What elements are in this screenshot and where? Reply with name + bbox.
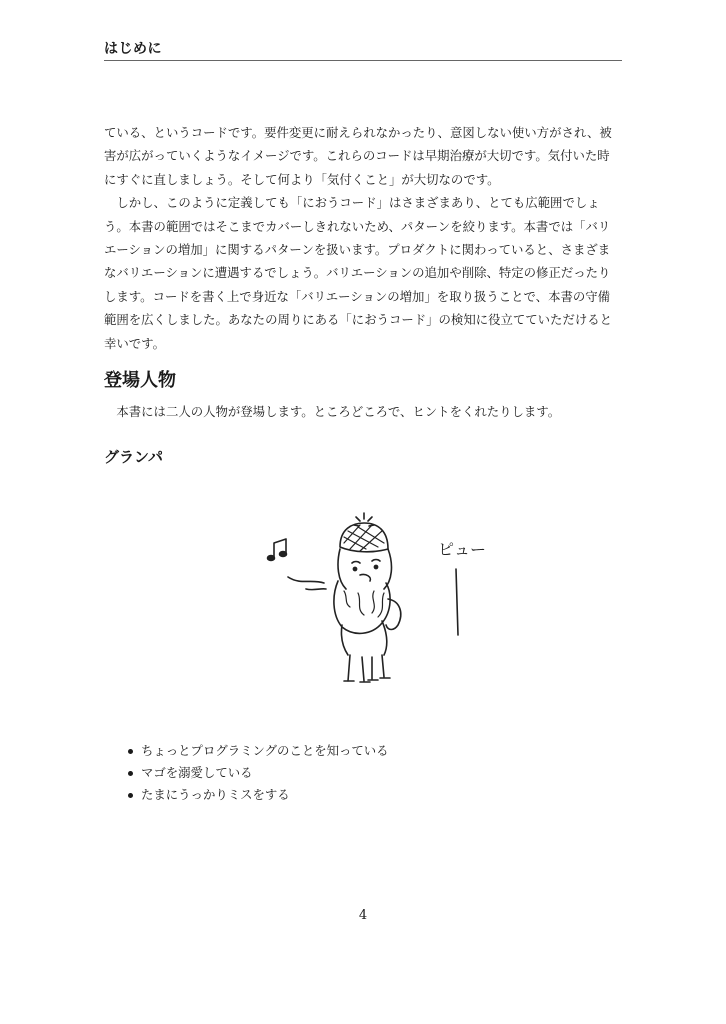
running-header: はじめに	[104, 41, 162, 57]
character-traits-list	[104, 740, 389, 806]
paragraph-continued: ている、というコードです。要件変更に耐えられなかったり、意図しない使い方がされ、被害が広がっていくようなイメージです。これらのコードは早期治療が大切です。気付いた時にすぐに直しましょう。そして何より「気付くこと」が大切なのです。	[104, 125, 612, 187]
character-heading: グランパ	[104, 448, 163, 466]
page-number: 4	[358, 908, 368, 923]
body-text	[104, 121, 622, 355]
section-intro: 本書には二人の人物が登場します。ところどころで、ヒントをくれたりします。	[116, 404, 561, 419]
list-item: ちょっとプログラミングのことを知っている	[104, 740, 389, 762]
list-item: たまにうっかりミスをする	[104, 784, 389, 806]
grandpa-illustration	[260, 485, 500, 690]
paragraph-scope: しかし、このように定義しても「におうコード」はさまざまあり、とても広範囲でしょう。本書の範囲ではそこまでカバーしきれないため、パターンを絞ります。本書では「バリエーションの増加」に関するパターンを扱います。プロダクトに関わっていると、さまざまなバリエーションに遭遇するでしょう。バリエーションの追加や削除、特定の修正だったりします。コードを書く上で身近な「バリエーションの増加」を取り扱うことで、本書の守備範囲を広くしました。あなたの周りにある「におうコード」の検知に役立てていただけると幸いです。	[104, 195, 613, 351]
whistle-sound-label: ピュー	[438, 540, 487, 559]
list-item: マゴを溺愛している	[104, 762, 389, 784]
section-heading: 登場人物	[104, 370, 176, 391]
header-rule	[104, 60, 622, 61]
